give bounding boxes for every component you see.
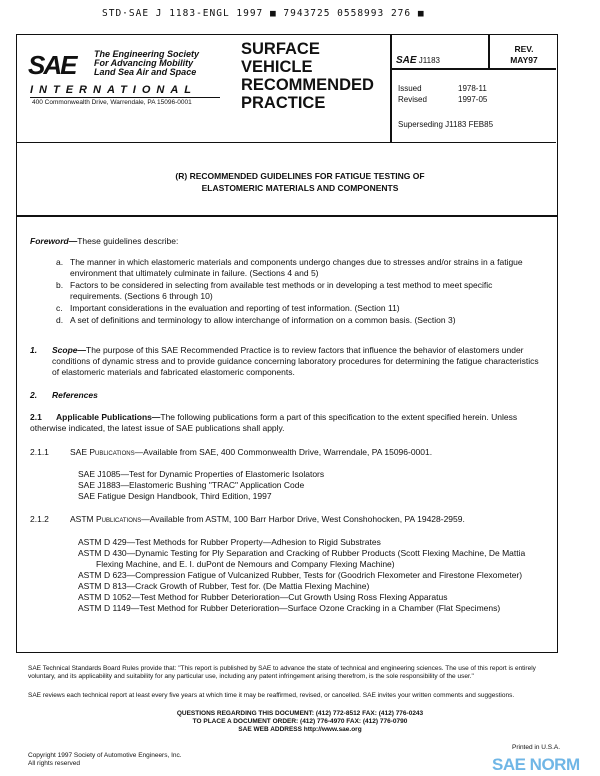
list-marker: c. — [56, 303, 63, 313]
tagline-line: Land Sea Air and Space — [94, 67, 197, 77]
contact-line: SAE WEB ADDRESS http://www.sae.org — [238, 726, 362, 733]
printed-in: Printed in U.S.A. — [512, 744, 561, 751]
doc-type-line: VEHICLE — [241, 58, 313, 76]
astm-publications — [78, 537, 538, 614]
rev-date: MAY97 — [510, 55, 538, 65]
publication-item: ASTM D 429—Test Methods for Rubber Property—Adhesion to Rigid Substrates — [78, 537, 381, 547]
foreword-text: These guidelines describe: — [77, 236, 179, 246]
superseding: Superseding J1183 FEB85 — [398, 120, 494, 129]
tagline-line: The Engineering Society — [94, 49, 200, 59]
foreword-heading: Foreword— — [30, 236, 78, 246]
doc-number-value: J1183 — [418, 56, 440, 65]
sae-norm-watermark: SAE NORM — [492, 755, 580, 774]
international-label: INTERNATIONAL — [30, 84, 220, 98]
section-heading: Applicable Publications— — [56, 412, 161, 422]
section-number: 2.1 — [30, 412, 42, 422]
contact-info — [100, 710, 500, 734]
section-number: 1. — [30, 345, 38, 355]
publication-item: ASTM D 623—Compression Fatigue of Vulcanized Rubber, Tests for (Goodrich Flexometer and Firestone Flexometer) — [78, 570, 523, 580]
section-2-1 — [30, 412, 545, 434]
copyright — [28, 752, 182, 768]
tagline-line: For Advancing Mobility — [94, 58, 194, 68]
section-number: 2.1.1 — [30, 447, 49, 457]
issue-dates — [398, 83, 487, 105]
section-2-1-1 — [30, 447, 432, 458]
title-line: ELASTOMERIC MATERIALS AND COMPONENTS — [201, 183, 399, 193]
publication-item: ASTM D 1052—Test Method for Rubber Deterioration—Cut Growth Using Ross Flexing Apparatus — [78, 592, 448, 602]
doc-type-line: SURFACE — [241, 40, 320, 58]
section-text: The following publications form a part of this specification to the extent specified herein. Unless otherwise indicated, the latest issue of SAE publications shall apply. — [30, 412, 518, 433]
section-text: —Available from SAE, 400 Commonwealth Drive, Warrendale, PA 15096-0001. — [134, 447, 433, 457]
foreword-list — [56, 257, 542, 326]
list-item: The manner in which elastomeric materials and components undergo changes due to stresses and/or strains in a fatigue environment that ultimately culminate in failure. (Sections 4 and 5) — [70, 257, 523, 278]
publication-item: SAE Fatigue Design Handbook, Third Edition, 1997 — [78, 491, 272, 501]
contact-line: QUESTIONS REGARDING THIS DOCUMENT: (412) 772-8512 FAX: (412) 776-0243 — [176, 710, 424, 717]
document-stamp: STD·SAE J 1183-ENGL 1997 ■ 7943725 0558993 276 ■ — [102, 8, 425, 19]
sae-publications — [78, 469, 324, 502]
publication-item: SAE J1085—Test for Dynamic Properties of Elastomeric Isolators — [78, 469, 325, 479]
list-item: A set of definitions and terminology to allow interchange of information on a common basis. (Section 3) — [70, 315, 456, 325]
section-heading: References — [52, 390, 98, 400]
section-heading: SAE Publications — [70, 447, 135, 457]
review-notice: SAE reviews each technical report at least every five years at which time it may be reaffirmed, revised, or cancelled. SAE invites your written comments and suggestions. — [28, 692, 515, 699]
publication-item: ASTM D 430—Dynamic Testing for Ply Separation and Cracking of Rubber Products (Scott Flexing Machine, De Mattia Flexing Machine, and E. I. duPont de Nemours and Company Flexing Machine) — [78, 548, 526, 569]
document-type — [241, 40, 374, 112]
section-number: 2. — [30, 390, 38, 400]
copyright-line: All rights reserved — [28, 760, 81, 767]
list-item: Factors to be considered in selecting from available test methods or in developing a test method to meet specific requirements. (Sections 6 through 10) — [70, 280, 493, 301]
section-text: The purpose of this SAE Recommended Practice is to review factors that influence the behavior of elastomers under conditions of dynamic stress and to provide guidance concerning laboratory procedures for determining the fatigue characteristics of elastomeric materials and fabricated elastomeric components. — [52, 345, 539, 377]
publication-item: SAE J1883—Elastomeric Bushing "TRAC" Application Code — [78, 480, 305, 490]
section-scope — [30, 345, 542, 378]
rev-label: REV. — [514, 44, 534, 54]
section-heading: Scope— — [52, 345, 87, 355]
list-item: Important considerations in the evaluation and reporting of test information. (Section 11) — [70, 303, 400, 313]
doc-type-line: RECOMMENDED — [241, 76, 374, 94]
publication-item: ASTM D 1149—Test Method for Rubber Deterioration—Surface Ozone Cracking in a Chamber (Flat Specimens) — [78, 603, 501, 613]
section-text: —Available from ASTM, 100 Barr Harbor Drive, West Conshohocken, PA 19428-2959. — [141, 514, 465, 524]
doc-number — [396, 55, 440, 66]
revised-date: 1997-05 — [458, 95, 488, 104]
tagline — [94, 50, 199, 77]
section-heading: ASTM Publications — [70, 514, 142, 524]
list-marker: d. — [56, 315, 64, 325]
publication-item: ASTM D 813—Crack Growth of Rubber, Test for. (De Mattia Flexing Machine) — [78, 581, 370, 591]
section-number: 2.1.2 — [30, 514, 49, 524]
revised-label: Revised — [398, 95, 427, 104]
list-marker: a. — [56, 257, 64, 267]
sae-logo: SAE — [28, 50, 76, 80]
sae-mini-logo: SAE — [396, 55, 417, 66]
issued-date: 1978-11 — [458, 84, 487, 93]
document-title — [90, 170, 510, 194]
sae-address: 400 Commonwealth Drive, Warrendale, PA 15096-0001 — [32, 99, 192, 106]
issued-label: Issued — [398, 84, 422, 93]
section-references — [30, 390, 98, 401]
section-2-1-2 — [30, 514, 465, 525]
foreword — [30, 236, 550, 247]
title-line: (R) RECOMMENDED GUIDELINES FOR FATIGUE TESTING OF — [175, 171, 425, 181]
copyright-line: Copyright 1997 Society of Automotive Engineers, Inc. — [28, 752, 182, 759]
doc-type-line: PRACTICE — [241, 94, 326, 112]
board-rules: SAE Technical Standards Board Rules provide that: "This report is published by SAE to advance the state of technical and engineering sciences. The use of this report is entirely voluntary, and its applicability and suitability for any particular use, including any patent infringement arising therefrom, is the sole responsibility of the user." — [28, 665, 536, 680]
contact-line: TO PLACE A DOCUMENT ORDER: (412) 776-4970 FAX: (412) 776-0790 — [192, 718, 408, 725]
revision — [494, 44, 554, 66]
list-marker: b. — [56, 280, 64, 290]
